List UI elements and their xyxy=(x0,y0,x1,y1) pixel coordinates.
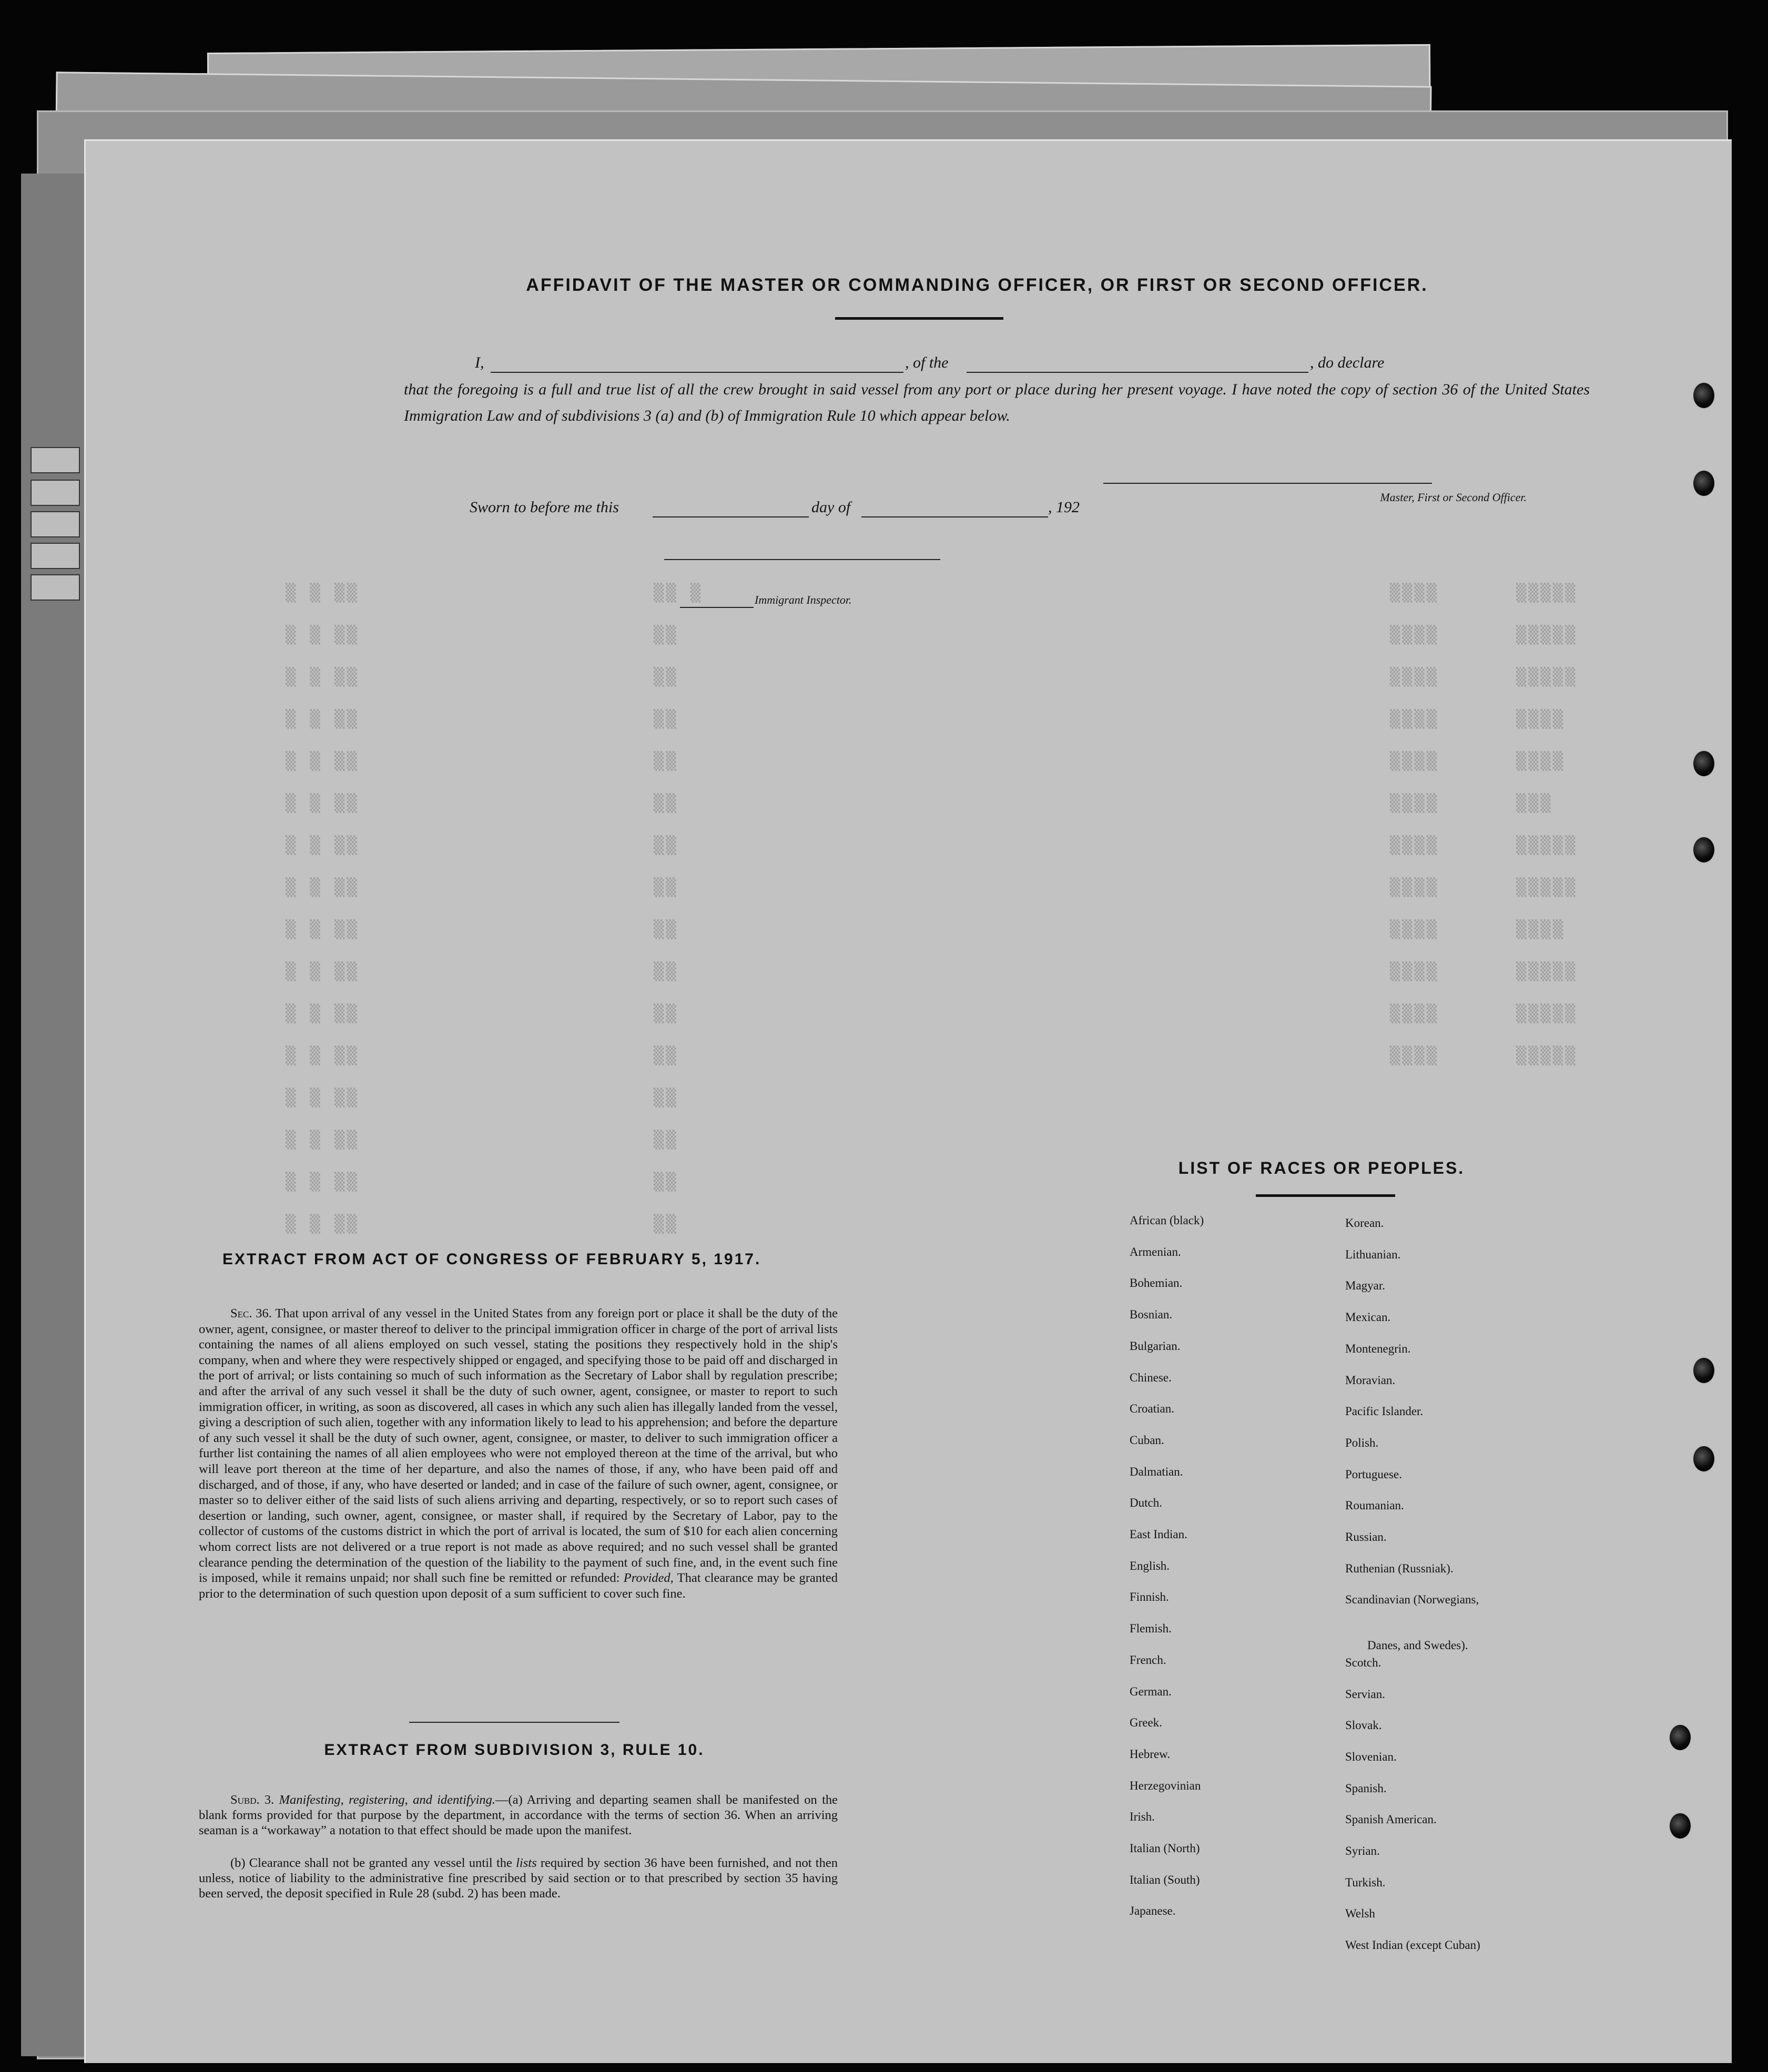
race-item: Dutch. xyxy=(1130,1496,1162,1510)
affidavit-declaration-line xyxy=(475,354,1590,379)
declarant-name-blank[interactable] xyxy=(491,372,903,373)
race-item: Turkish. xyxy=(1345,1875,1386,1889)
race-item: German. xyxy=(1130,1684,1172,1698)
race-item: Greek. xyxy=(1130,1716,1162,1730)
provided-clause: Provided, xyxy=(623,1571,674,1586)
section-divider xyxy=(409,1722,619,1723)
subd-a-text: —(a) Arriving and departing seamen shall be manifested on the blank forms provided for that purpose by the department, in accordance with the terms of section 36. When an arriving seaman is a “workaway” a notation to that effect should be made upon the manifest. xyxy=(199,1793,838,1837)
races-title: LIST OF RACES OR PEOPLES. xyxy=(1178,1159,1465,1177)
race-item: Spanish American. xyxy=(1345,1813,1437,1826)
declarant-prefix: I, xyxy=(475,354,484,371)
race-item: Italian (North) xyxy=(1130,1842,1200,1855)
race-item: Polish. xyxy=(1345,1436,1379,1449)
race-item: East Indian. xyxy=(1130,1528,1187,1541)
punch-hole xyxy=(1669,1812,1692,1840)
race-item: Bulgarian. xyxy=(1130,1339,1181,1353)
punch-hole xyxy=(1669,1724,1692,1751)
race-item: Cuban. xyxy=(1130,1433,1164,1447)
affidavit-statement: that the foregoing is a full and true list of all the crew brought in said vessel from any port or place during her present voyage. I have noted the copy of section 36 of the United States Immigration Law and of subdivisions 3 (a) and (b) of Immigration Rule 10 which appear below. xyxy=(404,381,1590,424)
race-item: Lithuanian. xyxy=(1345,1247,1401,1261)
race-item: Moravian. xyxy=(1345,1373,1396,1387)
race-item: Russian. xyxy=(1345,1530,1387,1543)
section-36-text xyxy=(199,1306,838,1601)
sheet-edge-tab xyxy=(31,574,80,601)
race-item: Danes, and Swedes). xyxy=(1367,1639,1468,1652)
punch-hole xyxy=(1692,1357,1715,1384)
race-item: Slovak. xyxy=(1345,1719,1382,1732)
sworn-day-of-label: day of xyxy=(811,499,851,516)
race-item: English. xyxy=(1130,1559,1170,1572)
race-item: Irish. xyxy=(1130,1810,1155,1824)
inspector-lead-rule xyxy=(680,607,754,608)
inspector-label: Immigrant Inspector. xyxy=(755,593,852,606)
master-signature-label: Master, First or Second Officer. xyxy=(1380,491,1527,504)
race-item: French. xyxy=(1130,1653,1166,1667)
race-item: Armenian. xyxy=(1130,1245,1181,1258)
race-item: Magyar. xyxy=(1345,1279,1386,1293)
punch-hole xyxy=(1692,470,1715,497)
sworn-prefix: Sworn to before me this xyxy=(470,499,619,516)
race-item: Dalmatian. xyxy=(1130,1465,1183,1478)
extract-title: EXTRACT FROM ACT OF CONGRESS OF FEBRUARY 5, 1917. xyxy=(222,1251,761,1268)
race-item: Japanese. xyxy=(1130,1904,1176,1918)
subd-heading: Manifesting, registering, and identifying. xyxy=(279,1793,496,1807)
section-label: Sec. 36. xyxy=(230,1306,272,1321)
of-the-label: , of the xyxy=(905,354,949,371)
subdivision-title: EXTRACT FROM SUBDIVISION 3, RULE 10. xyxy=(324,1741,705,1759)
race-item: Servian. xyxy=(1345,1687,1386,1701)
section-body-end: That clearance may be granted prior to the determination of such question upon deposit of a sum sufficient to cover such fine. xyxy=(199,1571,838,1601)
manifest-page: ▒▒▒▒▒ ▒▒▒▒▒ ▒▒▒▒▒ ▒▒▒▒ ▒▒▒▒ ▒▒▒ ▒▒▒▒▒ ▒▒▒▒▒ ▒▒▒▒ ▒▒▒▒▒ ▒▒▒▒▒ ▒▒▒▒▒ ▒▒▒▒ ▒▒▒▒ ▒▒▒▒ ▒▒▒▒ ▒▒▒▒ ▒▒▒▒ ▒▒▒▒ ▒▒▒▒ ▒▒▒▒ ▒▒▒▒ ▒▒▒▒ ▒▒▒▒ ▒▒ ▒ ▒▒ ▒▒ ▒▒ ▒▒ ▒▒ ▒▒ ▒▒ ▒▒ ▒▒ ▒▒ ▒▒ ▒▒ ▒▒ ▒▒ ▒▒ ▒ ▒ ▒▒ ▒ ▒ ▒▒ ▒ ▒ ▒▒ ▒ ▒ ▒▒ ▒ ▒ ▒▒ ▒ ▒ ▒▒ ▒ ▒ ▒▒ ▒ ▒ ▒▒ ▒ ▒ ▒▒ ▒ ▒ ▒▒ ▒ ▒ ▒▒ ▒ ▒ ▒▒ ▒ ▒ ▒▒ ▒ ▒ ▒▒ ▒ ▒ ▒▒ ▒ ▒ ▒▒ AFFIDAVIT OF THE MASTER OR COMMANDING OFFICER, OR FIRST OR SECOND OFFICER. I, , of the , do declare that the foregoing is a full and true list of all the crew brought in said vessel from any port or place during her present voyage. I have noted the copy of section 36 of the United States Immigration Law and of subdivisions 3 (a) and (b) of Immigration Rule 10 which appear below. Master, First or Second Officer. Sworn to before me this day of , 192 Immigrant Inspector. EXTRACT FROM ACT OF CONGRESS OF FEBRUARY 5, 1917. Sec. 36. That upon arrival of any vessel in the United States from any foreign port or place it shall be the duty of the owner, agent, consignee, or master thereof to deliver to the principal immigration officer in charge of the port of arrival lists containing the names of all aliens employed on such vessel, stating the positions they respectively hold in the ship's company, when and where they were respectively shipped or engaged, and specifying those to be paid off and discharged in the port of arrival; or lists containing so much of such information as the Secretary of Labor shall by regulation prescribe; and after the arrival of any such vessel it shall be the duty of such owner, agent, consignee, or master to report to such immigration officer, in writing, as soon as discovered, all cases in which any such alien has illegally landed from the vessel, giving a description of such alien, together with any information likely to lead to his apprehension; and before the departure of any such vessel it shall be the duty of such owner, agent, consignee, or master, to deliver to such immigration officer a further list containing the names of all alien employees who were not employed thereon at the time of the arrival, but who will leave port thereon at the time of her departure, and also the names of those, if any, who have been paid off and discharged, and of those, if any, who have deserted or landed; and in case of the failure of such owner, agent, consignee, or master so to deliver either of the said lists of such aliens arriving and departing, respectively, or so to report such cases of desertion or landing, such owner, agent, consignee, or master shall, if required by the Secretary of Labor, pay to the collector of customs of the customs district in which the port of arrival is located, the sum of $10 for each alien concerning whom correct lists are not delivered or a true report is not made as above required; and no such vessel shall be granted clearance pending the determination of the question of the liability to the payment of such fine, and, in the event such fine is imposed, while it remains unpaid; nor shall such fine be remitted or refunded: Provided, That clearance may be granted prior to the determination of such question upon deposit of a sum sufficient to cover such fine. EXTRACT FROM SUBDIVISION 3, RULE 10. Subd. 3. Manifesting, registering, and identifying.—(a) Arriving and departing seamen shall be manifested on the blank forms provided for that purpose by the department, in accordance with the terms of section 36. When an arriving seaman is a “workaway” a notation to that effect should be made upon the manifest. (b) Clearance shall not be granted any vessel until the lists required by section 36 have been furnished, and not then unless, notice of liability to the administrative fine prescribed by said section or to that prescribed by section 35 having been served, the deposit specified in Rule 28 (subd. 2) has been made. LIST OF RACES OR PEOPLES. African (black) Armenian. Bohemian. Bosnian. Bulgarian. Chinese. Croatian. Cuban. Dalmatian. Dutch. East Indian. English. Finnish. Flemish. French. German. Greek. Hebrew. Herzegovinian Irish. Italian (North) Italian (South) Japanese. Korean. Lithuanian. Magyar. Mexican. Montenegrin. Moravian. Pacific Islander. Polish. Portuguese. Roumanian. Russian. Ruthenian (Russniak). Scandinavian (Norwegians, Danes, and Swedes). Scotch. Servian. Slovak. Slovenian. Spanish. Spanish American. Syrian. Turkish. Welsh West Indian (except Cuban) xyxy=(84,139,1732,2063)
punch-hole xyxy=(1692,750,1715,777)
master-signature-blank[interactable] xyxy=(1103,483,1432,484)
sheet-edge-tab xyxy=(31,511,80,537)
race-item: Spanish. xyxy=(1345,1781,1387,1795)
subd-b-text: (b) Clearance shall not be granted any vessel until the xyxy=(230,1856,512,1870)
race-item: Syrian. xyxy=(1345,1844,1380,1857)
race-item: Slovenian. xyxy=(1345,1750,1397,1763)
section-body: That upon arrival of any vessel in the United States from any foreign port or place it shall be the duty of the owner, agent, consignee, or master thereof to deliver to the principal immigration officer in charge of the port of arrival lists containing the names of all aliens employed on such vessel, stating the positions they respectively hold in the ship's company, when and where they were respectively shipped or engaged, and specifying those to be paid off and discharged in the port of arrival; or lists containing so much of such information as the Secretary of Labor shall by regulation prescribe; and after the arrival of any such vessel it shall be the duty of such owner, agent, consignee, or master to report to such immigration officer, in writing, as soon as discovered, all cases in which any such alien has illegally landed from the vessel, giving a description of such alien, together with any information likely to lead to his apprehension; and before the departure of any such vessel it shall be the duty of such owner, agent, consignee, or master, to deliver to such immigration officer a further list containing the names of all alien employees who were not employed thereon at the time of the arrival, but who will leave port thereon at the time of her departure, and also the names of those, if any, who have been paid off and discharged, and of those, if any, who have deserted or landed; and in case of the failure of such owner, agent, consignee, or master so to deliver either of the said lists of such aliens arriving and departing, respectively, or so to report such cases of desertion or landing, such owner, agent, consignee, or master shall, if required by the Secretary of Labor, pay to the collector of customs of the customs district in which the port of arrival is located, the sum of $10 for each alien concerning whom correct lists are not delivered or a true report is not made as above required; and no such vessel shall be granted clearance pending the determination of the question of the liability to the payment of such fine, and, in the event such fine is imposed, while it remains unpaid; nor shall such fine be remitted or refunded: xyxy=(199,1306,838,1586)
punch-hole xyxy=(1692,836,1715,864)
race-item: Montenegrin. xyxy=(1345,1342,1411,1355)
sheet-edge-tab xyxy=(31,447,80,473)
inspector-signature-blank[interactable] xyxy=(664,559,940,560)
inspector-line xyxy=(680,593,1017,612)
subd-label: Subd. 3. xyxy=(230,1793,275,1807)
race-item: Scotch. xyxy=(1345,1655,1381,1669)
sworn-day-blank[interactable] xyxy=(653,516,809,517)
race-item: Flemish. xyxy=(1130,1622,1172,1636)
race-item: Pacific Islander. xyxy=(1345,1405,1424,1418)
race-item: Roumanian. xyxy=(1345,1499,1404,1512)
sworn-year-label: , 192 xyxy=(1048,499,1080,516)
race-item: Chinese. xyxy=(1130,1370,1172,1384)
race-item: Finnish. xyxy=(1130,1590,1169,1604)
title-rule xyxy=(835,317,1003,320)
sheet-edge-tab xyxy=(31,543,80,569)
race-item: Herzegovinian xyxy=(1130,1779,1201,1792)
race-item: Bosnian. xyxy=(1130,1308,1173,1322)
race-item: Korean. xyxy=(1345,1216,1384,1230)
sheet-edge-tab xyxy=(31,480,80,506)
subdivision-paragraph-b xyxy=(199,1855,838,1901)
subdivision-paragraph-a xyxy=(199,1792,838,1838)
race-item: Croatian. xyxy=(1130,1402,1174,1416)
races-title-rule xyxy=(1256,1194,1395,1197)
punch-hole xyxy=(1692,382,1715,409)
race-item: African (black) xyxy=(1130,1214,1204,1227)
race-item: Portuguese. xyxy=(1345,1467,1402,1481)
affidavit-title: AFFIDAVIT OF THE MASTER OR COMMANDING OFFICER, OR FIRST OR SECOND OFFICER. xyxy=(526,275,1428,295)
race-item: Mexican. xyxy=(1345,1311,1391,1324)
race-item: Italian (South) xyxy=(1130,1873,1200,1886)
race-item: Ruthenian (Russniak). xyxy=(1345,1561,1454,1575)
declare-label: , do declare xyxy=(1310,354,1385,371)
race-item: Scandinavian (Norwegians, xyxy=(1345,1593,1479,1607)
sworn-line xyxy=(470,499,1206,524)
race-item: Bohemian. xyxy=(1130,1276,1183,1290)
subd-b-rest: required by section 36 have been furnished, and not then unless, notice of liability to the administrative fine prescribed by said section or to that prescribed by section 35 having been served, the deposit specified in Rule 28 (subd. 2) has been made. xyxy=(199,1856,838,1901)
race-item: Welsh xyxy=(1345,1907,1375,1921)
race-item: West Indian (except Cuban) xyxy=(1345,1938,1480,1952)
punch-hole xyxy=(1692,1445,1715,1472)
race-item: Hebrew. xyxy=(1130,1747,1171,1761)
vessel-name-blank[interactable] xyxy=(967,372,1308,373)
sworn-month-blank[interactable] xyxy=(861,516,1048,517)
subd-b-lists: lists xyxy=(516,1856,537,1870)
